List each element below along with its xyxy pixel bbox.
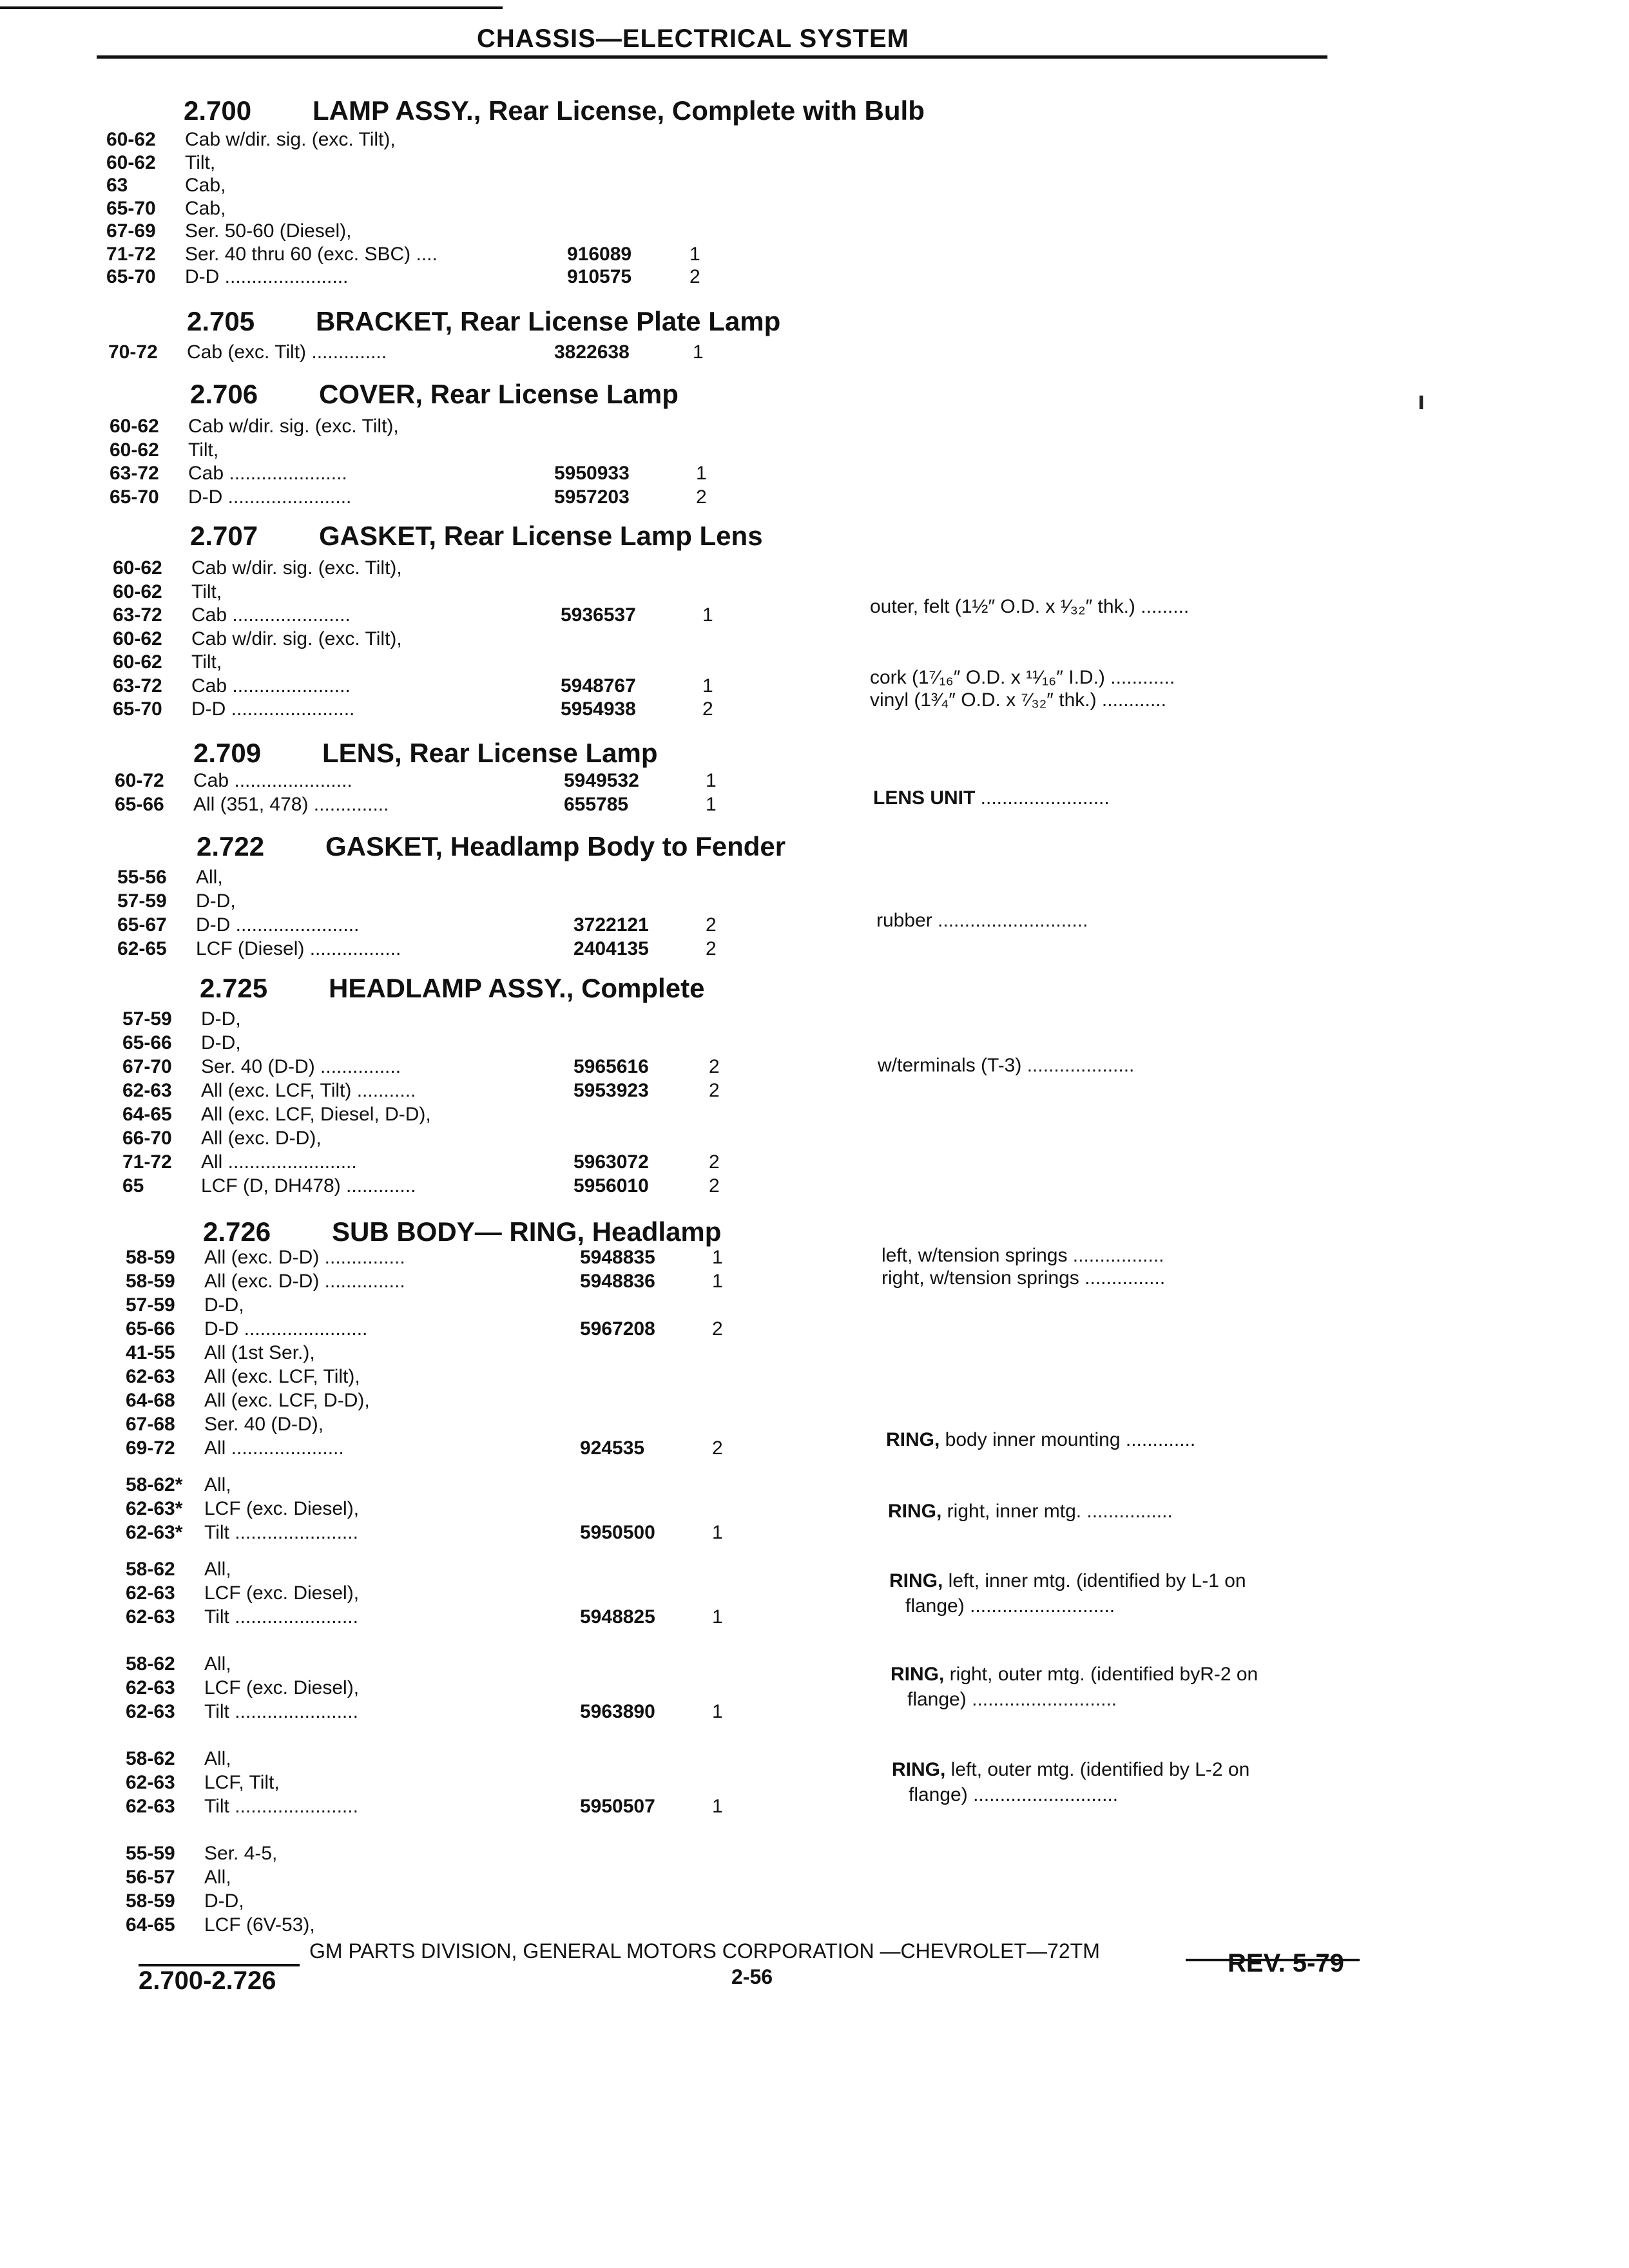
- application: D-D,: [201, 1032, 241, 1053]
- page-number: 2-56: [731, 1965, 773, 1988]
- description-note: [876, 910, 1088, 932]
- quantity: 2: [696, 486, 707, 508]
- parts-row: [126, 1701, 770, 1724]
- application: All (exc. LCF, Tilt),: [204, 1366, 360, 1387]
- application: D-D .......................: [185, 266, 349, 287]
- quantity: 1: [712, 1271, 723, 1292]
- quantity: 1: [693, 341, 704, 363]
- parts-row: [117, 867, 762, 890]
- parts-row: [113, 581, 757, 604]
- part-number: 5963890: [580, 1701, 655, 1722]
- parts-row: [126, 1522, 770, 1545]
- section-title: [190, 379, 679, 410]
- note-text: flange) ...........................: [905, 1595, 1115, 1617]
- application: Cab,: [185, 198, 226, 219]
- application: Ser. 40 (D-D) ...............: [201, 1056, 401, 1077]
- parts-row: [122, 1128, 767, 1151]
- section-name: GASKET, Headlamp Body to Fender: [325, 831, 786, 861]
- model-years: 71-72: [106, 244, 156, 265]
- model-years: 57-59: [117, 890, 167, 912]
- application: All (exc. LCF, Diesel, D-D),: [201, 1104, 431, 1125]
- parts-row: [122, 1080, 767, 1103]
- revision: REV. 5-79: [1228, 1949, 1344, 1977]
- note-keyword: LENS UNIT: [873, 787, 976, 809]
- quantity: 2: [709, 1151, 720, 1173]
- model-years: 67-70: [122, 1056, 172, 1077]
- part-number: 5965616: [574, 1056, 649, 1077]
- note-text: rubber ............................: [876, 910, 1088, 931]
- parts-row: [126, 1843, 770, 1866]
- application: Ser. 40 (D-D),: [204, 1414, 324, 1435]
- model-years: 65-66: [122, 1032, 172, 1053]
- model-years: 63-72: [110, 463, 159, 484]
- application: Tilt,: [185, 152, 216, 173]
- model-years: 60-62: [110, 416, 159, 437]
- application: All,: [196, 867, 223, 888]
- note-text: right, outer mtg. (identified byR-2 on: [944, 1664, 1258, 1685]
- model-years: 55-56: [117, 867, 167, 888]
- description-note: [888, 1501, 1173, 1523]
- parts-row: [115, 794, 759, 817]
- part-number: 5950507: [580, 1796, 655, 1817]
- parts-row: [110, 486, 754, 510]
- parts-row: [106, 198, 751, 221]
- parts-row: [126, 1474, 770, 1497]
- application: All (351, 478) ..............: [193, 794, 389, 815]
- section-number: 2.707: [190, 521, 258, 551]
- quantity: 2: [706, 938, 717, 959]
- model-years: 71-72: [122, 1151, 172, 1173]
- parts-row: [126, 1796, 770, 1819]
- model-years: 62-63: [126, 1701, 175, 1722]
- quantity: 2: [712, 1437, 723, 1459]
- parts-row: [113, 675, 757, 698]
- model-years: 67-68: [126, 1414, 175, 1435]
- header-rule: [97, 55, 1327, 59]
- description-note: [909, 1784, 1118, 1806]
- application: Cab ......................: [193, 770, 352, 791]
- description-note: [882, 1267, 1165, 1289]
- model-years: 65: [122, 1175, 144, 1196]
- part-number: 5949532: [564, 770, 639, 791]
- parts-row: [110, 463, 754, 486]
- parts-row: [117, 890, 762, 914]
- description-note: [870, 667, 1175, 689]
- description-note: [873, 787, 1110, 809]
- parts-row: [106, 175, 751, 198]
- application: D-D,: [201, 1008, 241, 1030]
- model-years: 70-72: [108, 341, 158, 363]
- note-text: left, outer mtg. (identified by L-2 on: [945, 1759, 1250, 1780]
- quantity: 1: [696, 463, 707, 484]
- parts-row: [106, 152, 751, 175]
- part-number: 5953923: [574, 1080, 649, 1101]
- quantity: 1: [706, 794, 717, 815]
- model-years: 62-63: [122, 1080, 172, 1101]
- application: D-D,: [204, 1294, 244, 1316]
- application: D-D .......................: [204, 1318, 368, 1340]
- model-years: 58-62*: [126, 1474, 183, 1495]
- application: Tilt .......................: [204, 1522, 358, 1543]
- section-title: [184, 95, 925, 126]
- parts-row: [113, 698, 757, 722]
- application: All,: [204, 1653, 231, 1675]
- model-years: 65-67: [117, 914, 167, 936]
- application: Cab w/dir. sig. (exc. Tilt),: [185, 129, 396, 150]
- quantity: 1: [712, 1247, 723, 1268]
- parts-row: [126, 1582, 770, 1606]
- application: LCF (Diesel) .................: [196, 938, 401, 959]
- quantity: 2: [709, 1175, 720, 1196]
- application: D-D,: [196, 890, 236, 912]
- parts-row: [122, 1008, 767, 1032]
- description-note: [907, 1689, 1117, 1711]
- quantity: 1: [702, 604, 713, 626]
- quantity: 2: [709, 1056, 720, 1077]
- parts-row: [113, 651, 757, 675]
- scan-mark: ı: [1418, 387, 1425, 415]
- note-text: left, inner mtg. (identified by L-1 on: [943, 1570, 1246, 1591]
- quantity: 2: [706, 914, 717, 936]
- application: All,: [204, 1559, 231, 1580]
- model-years: 41-55: [126, 1342, 175, 1363]
- parts-row: [126, 1390, 770, 1413]
- section-title: [190, 521, 763, 552]
- application: Cab ......................: [191, 675, 351, 697]
- model-years: 62-63: [126, 1366, 175, 1387]
- section-name: SUB BODY— RING, Headlamp: [332, 1216, 722, 1247]
- application: Ser. 4-5,: [204, 1843, 278, 1864]
- parts-row: [126, 1772, 770, 1795]
- parts-row: [126, 1318, 770, 1341]
- application: All (exc. D-D) ...............: [204, 1247, 405, 1268]
- parts-row: [126, 1414, 770, 1437]
- parts-row: [126, 1342, 770, 1365]
- description-note: [892, 1759, 1249, 1781]
- model-years: 57-59: [126, 1294, 175, 1316]
- model-years: 64-68: [126, 1390, 175, 1411]
- model-years: 62-63*: [126, 1522, 183, 1543]
- application: Cab w/dir. sig. (exc. Tilt),: [191, 557, 402, 579]
- application: All,: [204, 1867, 231, 1888]
- quantity: 1: [712, 1522, 723, 1543]
- section-number: 2.705: [187, 306, 255, 336]
- section-title: [197, 831, 786, 862]
- section-title: [193, 738, 658, 769]
- note-text: w/terminals (T-3) ....................: [878, 1055, 1135, 1076]
- application: LCF, Tilt,: [204, 1772, 280, 1793]
- note-text: body inner mounting .............: [940, 1429, 1196, 1450]
- model-years: 60-62: [113, 628, 162, 649]
- quantity: 1: [689, 244, 700, 265]
- parts-row: [126, 1653, 770, 1677]
- parts-row: [113, 604, 757, 628]
- model-years: 63-72: [113, 604, 162, 626]
- parts-row: [126, 1366, 770, 1389]
- model-years: 66-70: [122, 1128, 172, 1149]
- section-number: 2.709: [193, 738, 262, 768]
- parts-row: [113, 628, 757, 651]
- description-note: [878, 1055, 1134, 1077]
- section-number: 2.725: [200, 973, 268, 1003]
- application: All .....................: [204, 1437, 344, 1459]
- quantity: 2: [689, 266, 700, 287]
- section-name: LAMP ASSY., Rear License, Complete with Bulb: [313, 95, 925, 126]
- application: Tilt,: [188, 439, 219, 461]
- part-number: 5957203: [554, 486, 630, 508]
- parts-row: [122, 1104, 767, 1127]
- model-years: 62-65: [117, 938, 167, 959]
- model-years: 60-62: [106, 152, 156, 173]
- model-years: 55-59: [126, 1843, 175, 1864]
- note-keyword: RING,: [889, 1570, 943, 1591]
- model-years: 56-57: [126, 1867, 175, 1888]
- parts-row: [126, 1247, 770, 1270]
- application: All (exc. D-D) ...............: [204, 1271, 405, 1292]
- model-years: 65-66: [126, 1318, 175, 1340]
- application: D-D .......................: [196, 914, 360, 936]
- application: Ser. 40 thru 60 (exc. SBC) ....: [185, 244, 438, 265]
- application: All (exc. LCF, Tilt) ...........: [201, 1080, 416, 1101]
- parts-row: [122, 1151, 767, 1175]
- quantity: 1: [702, 675, 713, 697]
- application: Ser. 50-60 (Diesel),: [185, 220, 352, 242]
- application: Tilt,: [191, 651, 222, 673]
- application: All (1st Ser.),: [204, 1342, 315, 1363]
- note-keyword: RING,: [888, 1501, 942, 1522]
- quantity: 2: [702, 698, 713, 720]
- quantity: 1: [712, 1606, 723, 1628]
- application: Cab (exc. Tilt) ..............: [187, 341, 387, 363]
- part-number: 916089: [567, 244, 632, 265]
- model-years: 67-69: [106, 220, 156, 242]
- note-text: left, w/tension springs .................: [882, 1245, 1164, 1266]
- model-years: 60-72: [115, 770, 164, 791]
- parts-row: [126, 1677, 770, 1700]
- application: Tilt,: [191, 581, 222, 602]
- quantity: 1: [712, 1701, 723, 1722]
- part-number: 3722121: [574, 914, 649, 936]
- part-number: 5950500: [580, 1522, 655, 1543]
- application: LCF (exc. Diesel),: [204, 1677, 360, 1698]
- description-note: [889, 1570, 1246, 1592]
- application: LCF (exc. Diesel),: [204, 1498, 360, 1519]
- model-years: 58-59: [126, 1247, 175, 1268]
- model-years: 58-59: [126, 1890, 175, 1912]
- model-years: 63-72: [113, 675, 162, 697]
- footer-section-range: 2.700-2.726: [139, 1966, 276, 1995]
- parts-row: [115, 770, 759, 793]
- footer-publisher: GM PARTS DIVISION, GENERAL MOTORS CORPORATION —CHEVROLET—72TM: [309, 1939, 1100, 1963]
- application: All (exc. D-D),: [201, 1128, 322, 1149]
- application: Cab ......................: [191, 604, 351, 626]
- parts-row: [117, 914, 762, 937]
- model-years: 58-62: [126, 1748, 175, 1769]
- parts-row: [126, 1271, 770, 1294]
- note-text: outer, felt (1½″ O.D. x ¹⁄₃₂″ thk.) .........: [870, 596, 1190, 617]
- note-text: vinyl (1³⁄₄″ O.D. x ⁷⁄₃₂″ thk.) ............: [870, 689, 1166, 711]
- model-years: 64-65: [126, 1914, 175, 1936]
- parts-row: [106, 244, 751, 267]
- note-text: cork (1⁷⁄₁₆″ O.D. x ¹¹⁄₁₆″ I.D.) ............: [870, 667, 1175, 688]
- parts-row: [106, 129, 751, 152]
- note-text: flange) ...........................: [909, 1784, 1119, 1805]
- part-number: 5948836: [580, 1271, 655, 1292]
- section-name: HEADLAMP ASSY., Complete: [329, 973, 705, 1003]
- part-number: 910575: [567, 266, 632, 287]
- description-note: [882, 1245, 1164, 1267]
- application: LCF (D, DH478) .............: [201, 1175, 416, 1196]
- model-years: 62-63: [126, 1772, 175, 1793]
- parts-row: [110, 416, 754, 439]
- part-number: 5948825: [580, 1606, 655, 1628]
- parts-row: [106, 266, 751, 289]
- parts-row: [122, 1175, 767, 1198]
- parts-row: [122, 1056, 767, 1079]
- description-note: [870, 596, 1189, 618]
- quantity: 1: [712, 1796, 723, 1817]
- part-number: 3822638: [554, 341, 630, 363]
- model-years: 60-62: [113, 581, 162, 602]
- application: D-D .......................: [188, 486, 352, 508]
- section-title: [203, 1216, 721, 1247]
- parts-row: [110, 439, 754, 463]
- model-years: 62-63: [126, 1582, 175, 1604]
- parts-row: [108, 341, 753, 365]
- model-years: 65-70: [106, 266, 156, 287]
- application: LCF (6V-53),: [204, 1914, 315, 1936]
- section-number: 2.726: [203, 1216, 271, 1247]
- application: All ........................: [201, 1151, 357, 1173]
- model-years: 60-62: [106, 129, 156, 150]
- part-number: 5963072: [574, 1151, 649, 1173]
- model-years: 65-70: [113, 698, 162, 720]
- description-note: [905, 1595, 1115, 1617]
- application: Cab ......................: [188, 463, 347, 484]
- description-note: [886, 1429, 1195, 1451]
- model-years: 64-65: [122, 1104, 172, 1125]
- model-years: 58-59: [126, 1271, 175, 1292]
- note-text: ........................: [975, 787, 1110, 809]
- model-years: 63: [106, 175, 128, 196]
- model-years: 60-62: [110, 439, 159, 461]
- application: All (exc. LCF, D-D),: [204, 1390, 370, 1411]
- parts-row: [126, 1498, 770, 1521]
- application: Tilt .......................: [204, 1701, 358, 1722]
- parts-row: [126, 1437, 770, 1461]
- parts-row: [106, 220, 751, 244]
- application: All,: [204, 1474, 231, 1495]
- application: Tilt .......................: [204, 1796, 358, 1817]
- model-years: 69-72: [126, 1437, 175, 1459]
- part-number: 5948767: [561, 675, 636, 697]
- application: All,: [204, 1748, 231, 1769]
- part-number: 5954938: [561, 698, 636, 720]
- section-name: COVER, Rear License Lamp: [319, 379, 679, 409]
- application: Cab w/dir. sig. (exc. Tilt),: [191, 628, 402, 649]
- section-number: 2.706: [190, 379, 258, 409]
- section-title: [187, 306, 780, 337]
- section-number: 2.700: [184, 95, 252, 126]
- model-years: 62-63*: [126, 1498, 183, 1519]
- application: Cab,: [185, 175, 226, 196]
- note-text: flange) ...........................: [907, 1689, 1117, 1710]
- parts-row: [126, 1294, 770, 1318]
- model-years: 57-59: [122, 1008, 172, 1030]
- parts-row: [126, 1867, 770, 1890]
- part-number: 655785: [564, 794, 629, 815]
- description-note: [891, 1664, 1258, 1686]
- model-years: 58-62: [126, 1653, 175, 1675]
- quantity: 2: [712, 1318, 723, 1340]
- parts-row: [117, 938, 762, 961]
- part-number: 5948835: [580, 1247, 655, 1268]
- application: LCF (exc. Diesel),: [204, 1582, 360, 1604]
- model-years: 62-63: [126, 1796, 175, 1817]
- section-name: GASKET, Rear License Lamp Lens: [319, 521, 763, 551]
- note-keyword: RING,: [892, 1759, 946, 1780]
- part-number: 5956010: [574, 1175, 649, 1196]
- application: D-D,: [204, 1890, 244, 1912]
- model-years: 58-62: [126, 1559, 175, 1580]
- section-number: 2.722: [197, 831, 265, 861]
- description-note: [870, 689, 1166, 711]
- model-years: 65-70: [106, 198, 156, 219]
- part-number: 5936537: [561, 604, 636, 626]
- application: Cab w/dir. sig. (exc. Tilt),: [188, 416, 399, 437]
- part-number: 924535: [580, 1437, 645, 1459]
- header-rule-top: [0, 6, 503, 9]
- page-title: CHASSIS—ELECTRICAL SYSTEM: [477, 24, 909, 53]
- note-keyword: RING,: [886, 1429, 940, 1450]
- parts-row: [113, 557, 757, 581]
- model-years: 60-62: [113, 651, 162, 673]
- application: D-D .......................: [191, 698, 355, 720]
- section-title: [200, 973, 704, 1004]
- quantity: 2: [709, 1080, 720, 1101]
- parts-row: [122, 1032, 767, 1055]
- application: Tilt .......................: [204, 1606, 358, 1628]
- part-number: 2404135: [574, 938, 649, 959]
- parts-row: [126, 1606, 770, 1629]
- model-years: 65-66: [115, 794, 164, 815]
- part-number: 5967208: [580, 1318, 655, 1340]
- quantity: 1: [706, 770, 717, 791]
- part-number: 5950933: [554, 463, 630, 484]
- parts-row: [126, 1890, 770, 1914]
- section-name: LENS, Rear License Lamp: [322, 738, 658, 768]
- note-keyword: RING,: [891, 1664, 945, 1685]
- parts-row: [126, 1914, 770, 1937]
- parts-row: [126, 1748, 770, 1771]
- parts-row: [126, 1559, 770, 1582]
- model-years: 62-63: [126, 1606, 175, 1628]
- note-text: right, w/tension springs ...............: [882, 1267, 1166, 1289]
- section-name: BRACKET, Rear License Plate Lamp: [316, 306, 781, 336]
- note-text: right, inner mtg. ................: [941, 1501, 1173, 1522]
- model-years: 65-70: [110, 486, 159, 508]
- model-years: 62-63: [126, 1677, 175, 1698]
- model-years: 60-62: [113, 557, 162, 579]
